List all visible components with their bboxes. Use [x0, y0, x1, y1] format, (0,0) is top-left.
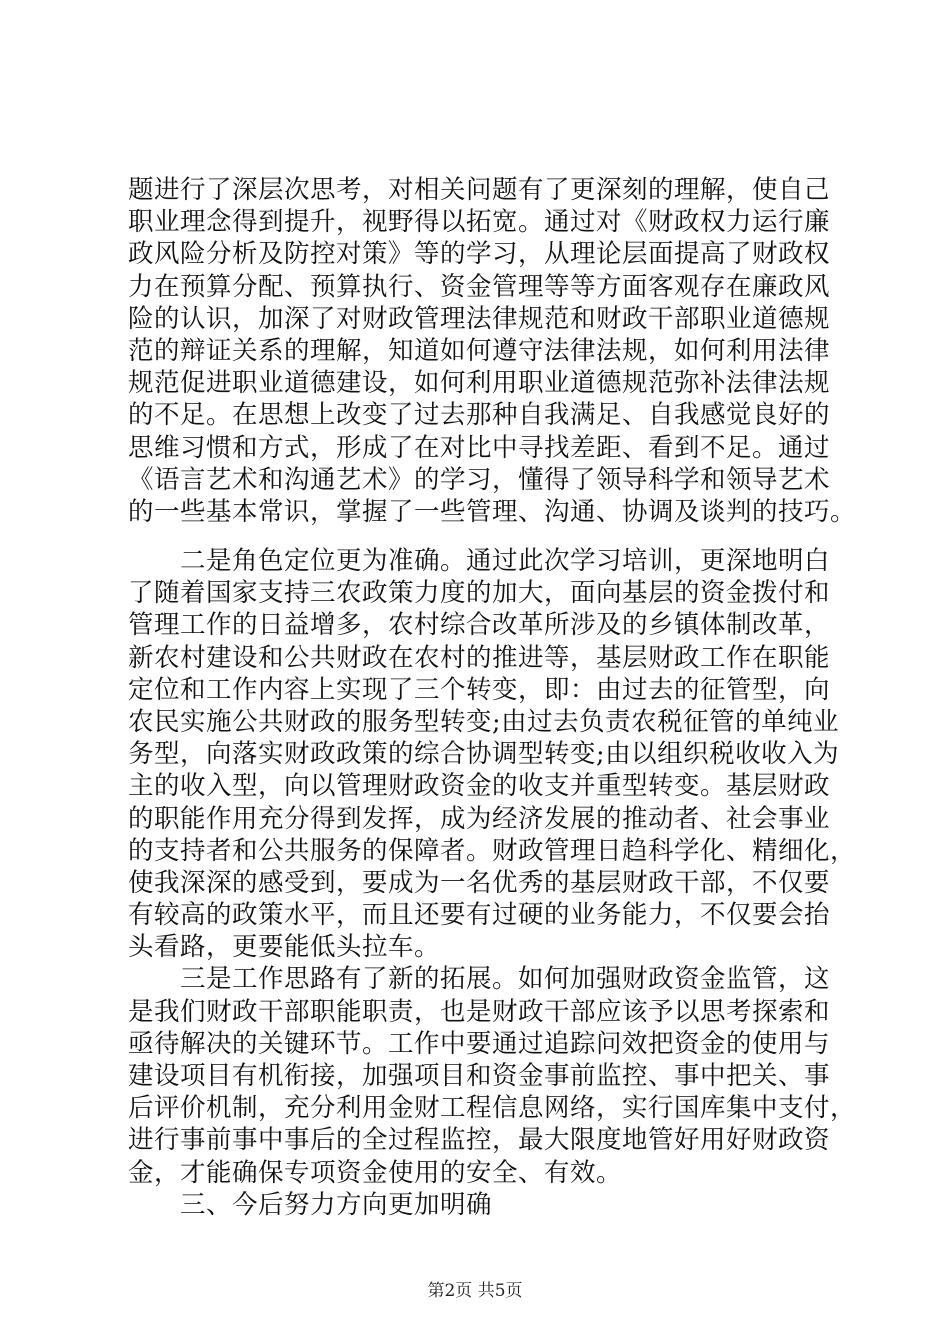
text-line: 管理工作的日益增多，农村综合改革所涉及的乡镇体制改革，	[128, 610, 831, 641]
text-line: 后评价机制，充分利用金财工程信息网络，实行国库集中支付，	[128, 1093, 857, 1124]
text-line: 亟待解决的关键环节。工作中要通过追踪问效把资金的使用与	[128, 1028, 831, 1059]
text-line: 农民实施公共财政的服务型转变;由过去负责农税征管的单纯业	[128, 706, 840, 737]
text-line: 职业理念得到提升，视野得以拓宽。通过对《财政权力运行廉	[128, 207, 831, 238]
text-line: 主的收入型，向以管理财政资金的收支并重型转变。基层财政	[128, 771, 831, 802]
text-line: 政风险分析及防控对策》等的学习，从理论层面提高了财政权	[128, 239, 831, 270]
text-line: 规范促进职业道德建设，如何利用职业道德规范弥补法律法规	[128, 368, 831, 399]
text-line: 题进行了深层次思考，对相关问题有了更深刻的理解，使自己	[128, 175, 831, 205]
text-line: 是我们财政干部职能职责，也是财政干部应该予以思考探索和	[128, 996, 831, 1027]
text-line: 的支持者和公共服务的保障者。财政管理日趋科学化、精细化，	[128, 835, 857, 866]
text-line: 力在预算分配、预算执行、资金管理等等方面客观存在廉政风	[128, 271, 831, 302]
text-line: 三、今后努力方向更加明确	[128, 1189, 493, 1220]
text-line: 范的辩证关系的理解，知道如何遵守法律法规，如何利用法律	[128, 335, 831, 366]
text-line: 险的认识，加深了对财政管理法律规范和财政干部职业道德规	[128, 303, 831, 334]
text-line: 定位和工作内容上实现了三个转变，即：由过去的征管型，向	[128, 674, 831, 705]
text-line: 《语言艺术和沟通艺术》的学习，懂得了领导科学和领导艺术	[128, 464, 831, 495]
text-line: 使我深深的感受到，要成为一名优秀的基层财政干部，不仅要	[128, 867, 831, 898]
text-line: 思维习惯和方式，形成了在对比中寻找差距、看到不足。通过	[128, 432, 831, 463]
text-line: 进行事前事中事后的全过程监控，最大限度地管好用好财政资	[128, 1125, 831, 1156]
paragraph-1	[128, 174, 857, 528]
text-line: 的职能作用充分得到发挥，成为经济发展的推动者、社会事业	[128, 803, 831, 834]
text-line: 金，才能确保专项资金使用的安全、有效。	[128, 1157, 623, 1188]
text-line: 头看路，更要能低头拉车。	[128, 932, 441, 963]
text-line: 了随着国家支持三农政策力度的加大，面向基层的资金拨付和	[128, 578, 831, 609]
text-line: 有较高的政策水平，而且还要有过硬的业务能力，不仅要会抬	[128, 900, 831, 931]
text-line: 三是工作思路有了新的拓展。如何加强财政资金监管，这	[128, 964, 831, 995]
text-line: 新农村建设和公共财政在农村的推进等，基层财政工作在职能	[128, 642, 831, 673]
text-line: 二是角色定位更为准确。通过此次学习培训，更深地明白	[128, 546, 831, 576]
page-number-footer: 第2页 共5页	[427, 1281, 523, 1301]
text-line: 建设项目有机衔接，加强项目和资金事前监控、事中把关、事	[128, 1061, 831, 1091]
text-line: 务型，向落实财政政策的综合协调型转变;由以组织税收收入为	[128, 739, 840, 770]
text-line: 的不足。在思想上改变了过去那种自我满足、自我感觉良好的	[128, 400, 831, 431]
text-line: 的一些基本常识，掌握了一些管理、沟通、协调及谈判的技巧。	[128, 496, 857, 527]
paragraph-2	[128, 545, 857, 1221]
